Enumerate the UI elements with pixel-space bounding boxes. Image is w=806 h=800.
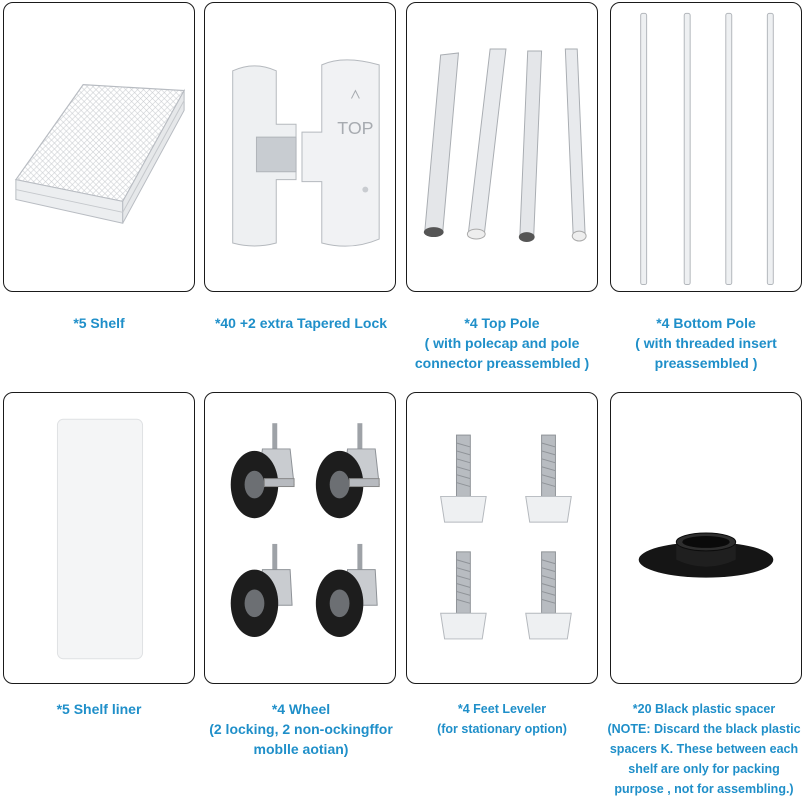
bottom-pole-image xyxy=(610,2,802,292)
caption-line: *4 Feet Leveler xyxy=(457,702,547,716)
caption-line: *20 Black plastic spacer xyxy=(632,702,776,716)
caption-top-pole xyxy=(406,313,598,373)
top-pole-image xyxy=(406,2,598,292)
caption-line: (2 locking, 2 non-ockingffor xyxy=(209,721,393,737)
black-spacer-image xyxy=(610,392,802,684)
caption-wheel xyxy=(196,699,406,759)
caption-tapered-lock xyxy=(196,313,406,333)
shelf-liner-image xyxy=(3,392,195,684)
caption-line: purpose , not for assembling.) xyxy=(614,782,794,796)
caption-line: *5 Shelf liner xyxy=(56,701,142,717)
caption-black-spacer xyxy=(602,699,806,799)
caption-shelf-liner xyxy=(3,699,195,719)
lock-top-label: TOP xyxy=(337,118,374,139)
caption-line: shelf are only for packing xyxy=(628,762,780,776)
caption-line: *5 Shelf xyxy=(73,315,125,331)
caption-line: *4 Top Pole xyxy=(464,315,540,331)
caption-feet-leveler xyxy=(406,699,598,739)
caption-line: preassembled ) xyxy=(654,355,758,371)
caption-line: moblle aotian) xyxy=(253,741,349,757)
shelf-image xyxy=(3,2,195,292)
caption-line: *4 Wheel xyxy=(271,701,331,717)
caption-line: (for stationary option) xyxy=(437,722,567,736)
caption-line: ( with polecap and pole xyxy=(424,335,580,351)
caption-line: spacers K. These between each xyxy=(609,742,799,756)
caption-line: (NOTE: Discard the black plastic xyxy=(607,722,801,736)
caption-line: connector preassembled ) xyxy=(414,355,590,371)
caption-line: *40 +2 extra Tapered Lock xyxy=(214,315,388,331)
caption-shelf xyxy=(3,313,195,333)
wheel-image xyxy=(204,392,396,684)
caption-bottom-pole xyxy=(610,313,802,373)
tapered-lock-image xyxy=(204,2,396,292)
caption-line: ( with threaded insert xyxy=(635,335,777,351)
feet-leveler-image xyxy=(406,392,598,684)
caption-line: *4 Bottom Pole xyxy=(656,315,756,331)
